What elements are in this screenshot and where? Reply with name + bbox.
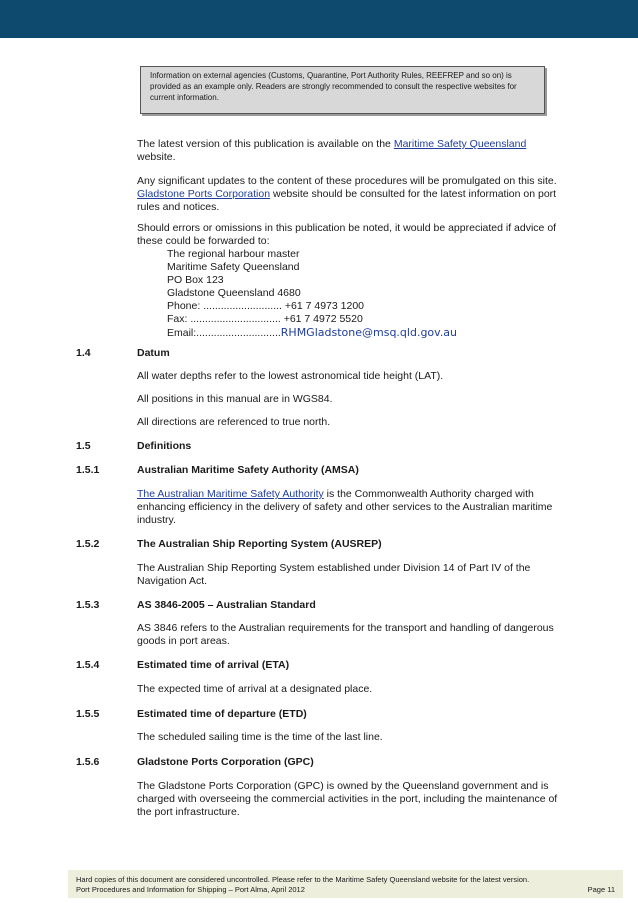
- intro-paragraph-1: [137, 138, 567, 164]
- section-title: Definitions: [137, 440, 192, 452]
- etd-paragraph: The scheduled sailing time is the time of the last line.: [137, 731, 383, 743]
- eta-paragraph: The expected time of arrival at a designated place.: [137, 683, 373, 695]
- intro-text: Any significant updates to the content of these procedures will be promulgated on this site.: [137, 175, 557, 187]
- datum-paragraph: All positions in this manual are in WGS84.: [137, 393, 333, 405]
- section-title: Datum: [137, 347, 170, 359]
- amsa-text: is the Commonwealth Authority charged with enhancing efficiency in the delivery of safety and other services to the Australian maritime industry.: [137, 488, 553, 526]
- section-number: 1.5.3: [76, 599, 100, 611]
- email-label: Email:.............................: [167, 327, 281, 339]
- section-title: AS 3846-2005 – Australian Standard: [137, 599, 316, 611]
- section-number: 1.5.1: [76, 464, 100, 476]
- intro-text: website should be consulted for the latest information on port rules and notices.: [137, 188, 557, 213]
- section-number: 1.4: [76, 347, 91, 359]
- intro-paragraph-2: [137, 175, 567, 214]
- address-line: Gladstone Queensland 4680: [167, 287, 301, 299]
- section-title: Estimated time of arrival (ETA): [137, 659, 290, 671]
- phone-line: Phone: ........................... +61 7 4973 1200: [167, 300, 364, 312]
- section-number: 1.5.5: [76, 708, 100, 720]
- address-line: Maritime Safety Queensland: [167, 261, 300, 273]
- contact-address: [167, 248, 457, 339]
- email-link[interactable]: RHMGladstone@msq.qld.gov.au: [280, 326, 458, 339]
- ausrep-paragraph: The Australian Ship Reporting System established under Division 14 of Part IV of the Navigation Act.: [137, 562, 531, 587]
- address-line: PO Box 123: [167, 274, 224, 286]
- footer-disclaimer: Hard copies of this document are considered uncontrolled. Please refer to the Maritime Safety Queensland website for the latest version.: [76, 875, 530, 884]
- section-title: Australian Maritime Safety Authority (AMSA): [137, 464, 359, 476]
- msq-website-link[interactable]: Maritime Safety Queensland: [393, 138, 527, 150]
- section-number: 1.5.2: [76, 538, 100, 550]
- amsa-paragraph: [137, 488, 567, 527]
- page-footer: [68, 870, 623, 898]
- header-bar: [0, 0, 638, 38]
- datum-paragraph: All water depths refer to the lowest astronomical tide height (LAT).: [137, 370, 444, 382]
- gpc-website-link[interactable]: Gladstone Ports Corporation: [137, 188, 271, 200]
- footer-document-title: Port Procedures and Information for Shipping – Port Alma, April 2012: [76, 885, 305, 894]
- fax-line: Fax: ............................... +61 7 4972 5520: [167, 313, 363, 325]
- intro-text: website.: [137, 151, 176, 163]
- as3846-paragraph: AS 3846 refers to the Australian requirements for the transport and handling of dangerous goods in port areas.: [137, 622, 554, 647]
- section-number: 1.5: [76, 440, 91, 452]
- section-title: The Australian Ship Reporting System (AUSREP): [137, 538, 382, 550]
- amsa-link[interactable]: The Australian Maritime Safety Authority: [137, 488, 324, 500]
- datum-paragraph: All directions are referenced to true north.: [137, 416, 331, 428]
- gpc-paragraph: The Gladstone Ports Corporation (GPC) is owned by the Queensland government and is charged with overseeing the commercial activities in the port, including the maintenance of the port infrastructure.: [137, 780, 558, 818]
- footer-row: [76, 885, 615, 895]
- intro-text: The latest version of this publication is available on the: [137, 138, 394, 150]
- address-line: The regional harbour master: [167, 248, 300, 260]
- section-number: 1.5.4: [76, 659, 100, 671]
- section-number: 1.5.6: [76, 756, 100, 768]
- intro-paragraph-3: [137, 222, 567, 248]
- intro-text: Should errors or omissions in this publication be noted, it would be appreciated if advice of these could be forwarded to:: [137, 222, 557, 247]
- page-number: Page 11: [587, 885, 615, 894]
- notice-box: [140, 66, 545, 114]
- notice-text: Information on external agencies (Customs, Quarantine, Port Authority Rules, REEFREP and so on) is provided as an example only. Readers are strongly recommended to consult the respective websites for current information.: [150, 71, 517, 102]
- email-line: [167, 326, 457, 339]
- section-title: Gladstone Ports Corporation (GPC): [137, 756, 314, 768]
- section-title: Estimated time of departure (ETD): [137, 708, 307, 720]
